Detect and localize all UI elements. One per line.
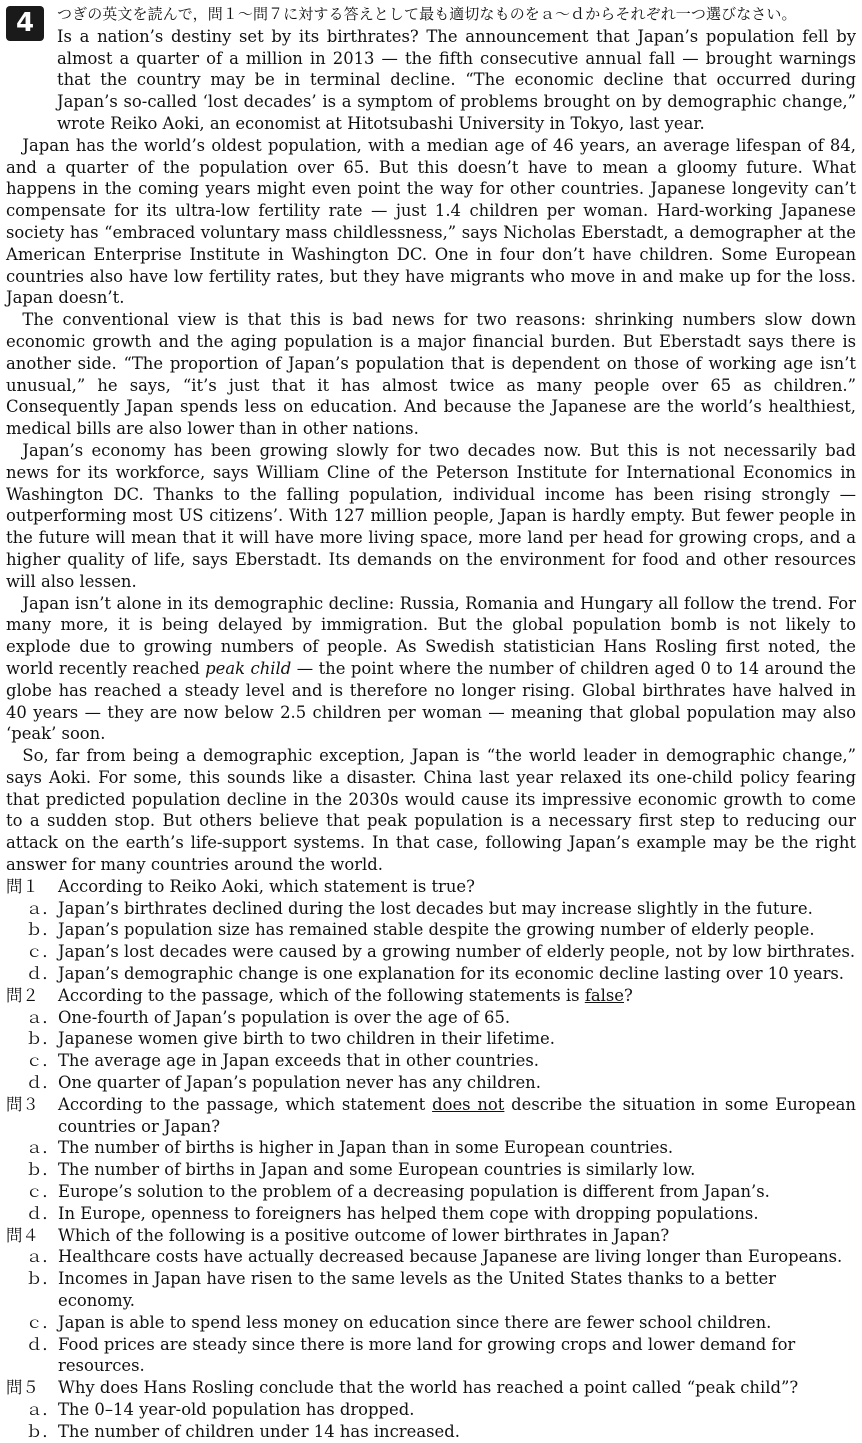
option-text: The 0–14 year-old population has dropped. <box>58 1400 415 1419</box>
question-text: Why does Hans Rosling conclude that the world has reached a point called “peak child”? <box>58 1378 799 1398</box>
paragraph-5 <box>6 593 856 746</box>
question-3-option-a[interactable] <box>6 1137 856 1159</box>
paragraph-1: Is a nation’s destiny set by its birthrates? The announcement that Japan’s population fell by almost a quarter of a million in 2013 — the fifth consecutive annual fall — brought warnings that the country may be in terminal decline. “The economic decline that occurred during Japan’s so-called ‘lost decades’ is a symptom of problems brought on by demographic change,” wrote Reiko Aoki, an economist at Hitotsubashi University in Tokyo, last year. <box>57 26 856 133</box>
question-4-option-c[interactable] <box>6 1312 856 1334</box>
option-label: ａ． <box>26 1400 59 1419</box>
peak-child-term: peak child <box>205 658 292 678</box>
question-3 <box>6 1094 856 1138</box>
option-label: ｂ． <box>26 1160 59 1180</box>
option-label: ａ． <box>26 1138 59 1158</box>
option-text: The average age in Japan exceeds that in other countries. <box>58 1051 539 1071</box>
option-label: ｂ． <box>26 920 59 940</box>
option-label: ｃ． <box>26 1051 59 1071</box>
option-label: ｃ． <box>26 1182 59 1202</box>
paragraph-6: So, far from being a demographic exception, Japan is “the world leader in demographic change,” says Aoki. For some, this sounds like a disaster. China last year relaxed its one-child policy fearing that predicted population decline in the 2030s would cause its impressive economic growth to come to a sudden stop. But others believe that peak population is a necessary first step to reducing our attack on the earth’s life-support systems. In that case, following Japan’s example may be the right answer for many countries around the world. <box>6 746 856 875</box>
question-number: 問４ <box>6 1225 39 1245</box>
question-3-option-b[interactable] <box>6 1159 856 1181</box>
question-4-option-d[interactable] <box>6 1334 856 1378</box>
question-5-option-b[interactable] <box>6 1421 856 1443</box>
question-number: 問２ <box>6 985 39 1005</box>
question-text-before: According to the passage, which of the following statements is <box>58 985 585 1005</box>
question-3-option-d[interactable] <box>6 1203 856 1225</box>
question-1 <box>6 876 856 898</box>
question-2-option-c[interactable] <box>6 1050 856 1072</box>
option-text: Japanese women give birth to two children in their lifetime. <box>58 1029 555 1049</box>
paragraph-5-before: Japan isn’t alone in its demographic decline: Russia, Romania and Hungary all follow the trend. For many more, it is being delayed by immigration. But the global population bomb is not likely to explode due to growing numbers of people. As Swedish statistician Hans Rosling first noted, the world recently reached <box>6 593 856 678</box>
question-text-after: describe the situation in some European countries or Japan? <box>58 1094 856 1136</box>
option-text: One-fourth of Japan’s population is over the age of 65. <box>58 1007 511 1027</box>
question-2-option-a[interactable] <box>6 1007 856 1029</box>
option-label: ｄ． <box>26 1073 59 1093</box>
option-text: Japan’s lost decades were caused by a growing number of elderly people, not by low birthrates. <box>58 942 856 962</box>
question-text: Which of the following is a positive outcome of lower birthrates in Japan? <box>58 1225 670 1245</box>
question-5 <box>6 1377 856 1399</box>
question-4-option-a[interactable] <box>6 1246 856 1268</box>
question-underlined-word: false <box>584 985 625 1005</box>
question-2-option-b[interactable] <box>6 1028 856 1050</box>
option-label: ａ． <box>26 1007 59 1027</box>
question-2 <box>6 985 856 1007</box>
option-text: Japan is able to spend less money on education since there are fewer school children. <box>58 1312 772 1332</box>
paragraph-4: Japan’s economy has been growing slowly for two decades now. But this is not necessarily bad news for its workforce, says William Cline of the Peterson Institute for International Economics in Washington DC. Thanks to the falling population, individual income has been rising strongly — outperforming most US citizens’. With 127 million people, Japan is hardly empty. But fewer people in the future will mean that it will have more living space, more land per head for growing crops, and a higher quality of life, says Eberstadt. Its demands on the environment for food and other resources will also lessen. <box>6 440 856 591</box>
paragraph-2: Japan has the world’s oldest population, with a median age of 46 years, an average lifespan of 84, and a quarter of the population over 65. But this doesn’t have to mean a gloomy future. What happens in the coming years might even point the way for other countries. Japanese longevity can’t compensate for its ultra-low fertility rate — just 1.4 children per woman. Hard-working Japanese society has “embraced voluntary mass childlessness,” says Nicholas Eberstadt, a demographer at the American Enterprise Institute in Washington DC. One in four don’t have children. Some European countries also have low fertility rates, but they have migrants who move in and make up for the loss. Japan doesn’t. <box>6 135 856 308</box>
option-text: The number of births in Japan and some European countries is similarly low. <box>58 1160 696 1180</box>
paragraph-5-after: — the point where the number of children aged 0 to 14 around the globe has reached a steady level and is therefore no longer rising. Global birthrates have halved in 40 years — they are now below 2.5 children per woman — meaning that global population may also ‘peak’ soon. <box>6 658 856 744</box>
option-label: ｄ． <box>26 964 59 984</box>
question-text-before: According to the passage, which statement <box>58 1094 433 1114</box>
question-number: 問１ <box>6 876 39 896</box>
option-text: Incomes in Japan have risen to the same levels as the United States thanks to a better economy. <box>58 1269 777 1311</box>
option-text: The number of births is higher in Japan than in some European countries. <box>58 1138 674 1158</box>
option-text: Healthcare costs have actually decreased because Japanese are living longer than Europeans. <box>58 1247 843 1267</box>
option-label: ｄ． <box>26 1334 59 1354</box>
option-label: ｂ． <box>26 1029 59 1049</box>
question-text-after: ? <box>624 985 633 1005</box>
question-2-option-d[interactable] <box>6 1072 856 1094</box>
question-4-option-b[interactable] <box>6 1268 856 1312</box>
option-text: In Europe, openness to foreigners has helped them cope with dropping populations. <box>58 1203 759 1223</box>
option-text: Europe’s solution to the problem of a decreasing population is different from Japan’s. <box>58 1182 770 1202</box>
question-1-option-d[interactable] <box>6 963 856 985</box>
option-text: Japan’s birthrates declined during the lost decades but may increase slightly in the future. <box>58 898 813 918</box>
option-label: ｃ． <box>26 942 59 962</box>
option-label: ｄ． <box>26 1203 59 1223</box>
question-number: 問５ <box>6 1378 39 1398</box>
option-text: Food prices are steady since there is more land for growing crops and lower demand for resources. <box>58 1334 796 1376</box>
question-1-option-c[interactable] <box>6 941 856 963</box>
question-1-option-b[interactable] <box>6 919 856 941</box>
question-underlined-phrase: does not <box>432 1094 505 1114</box>
question-5-option-a[interactable] <box>6 1399 856 1421</box>
question-text: According to Reiko Aoki, which statement is true? <box>58 876 475 896</box>
instructions: つぎの英文を読んで，問１～問７に対する答えとして最も適切なものをａ～ｄからそれぞれ一つ選びなさい。 <box>57 5 797 23</box>
option-label: ｃ． <box>26 1312 59 1332</box>
option-text: One quarter of Japan’s population never has any children. <box>58 1073 541 1093</box>
option-text: Japan’s demographic change is one explanation for its economic decline lasting over 10 years. <box>58 964 845 984</box>
section-number-badge: 4 <box>6 6 44 41</box>
option-text: The number of children under 14 has increased. <box>58 1421 460 1441</box>
option-label: ｂ． <box>26 1421 59 1441</box>
option-text: Japan’s population size has remained stable despite the growing number of elderly people. <box>58 920 815 940</box>
option-label: ｂ． <box>26 1269 59 1289</box>
paragraph-3: The conventional view is that this is bad news for two reasons: shrinking numbers slow down economic growth and the aging population is a major financial burden. But Eberstadt says there is another side. “The proportion of Japan’s population that is dependent on those of working age isn’t unusual,” he says, “it’s just that it has almost twice as many people over 65 as children.” Consequently Japan spends less on education. And because the Japanese are the world’s healthiest, medical bills are also lower than in other nations. <box>6 310 856 439</box>
question-1-option-a[interactable] <box>6 898 856 920</box>
section-header <box>6 4 856 135</box>
question-number: 問３ <box>6 1094 39 1114</box>
question-3-option-c[interactable] <box>6 1181 856 1203</box>
option-label: ａ． <box>26 898 59 918</box>
option-label: ａ． <box>26 1247 59 1267</box>
question-4 <box>6 1225 856 1247</box>
